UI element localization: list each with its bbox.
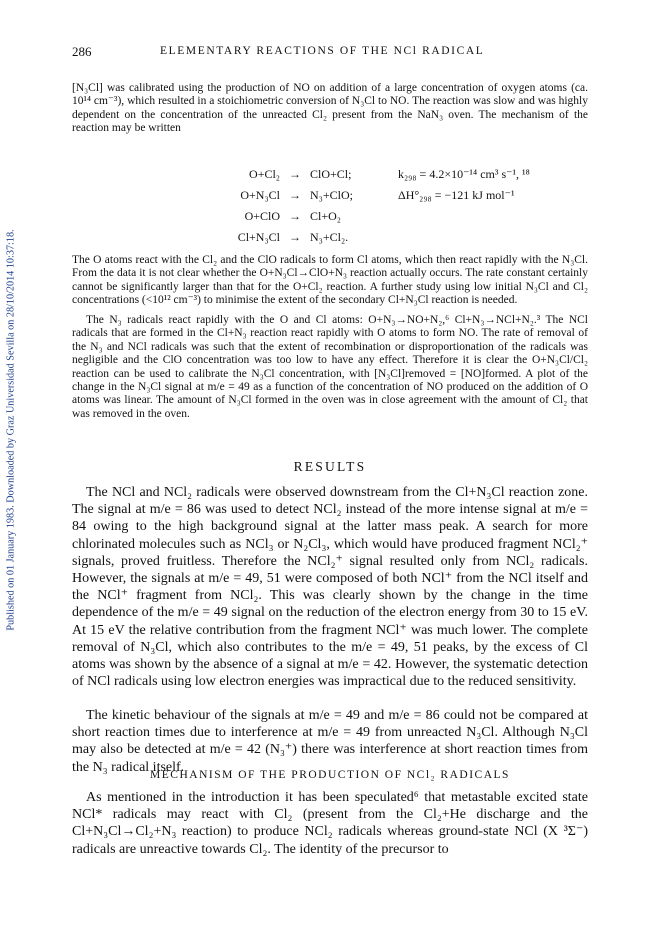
results-heading: RESULTS <box>293 459 367 474</box>
page-number: 286 <box>72 44 92 59</box>
mechanism-paragraph: As mentioned in the introduction it has been speculated⁶ that metastable excited state NCl* radicals may react with Cl₂ (present from the Cl₂+He discharge and the Cl+N₃Cl→Cl₂+N₃ reaction) to produce NCl₂ radicals whereas ground-state NCl (X ³Σ⁻) radicals are unreactive towards Cl₂. The identity of the precursor to <box>72 790 588 857</box>
arrow-icon: → <box>289 209 301 223</box>
equation-lhs: O+Cl₂ <box>249 167 280 181</box>
page-header <box>72 44 592 64</box>
equation-rhs: N₃+Cl₂. <box>310 230 349 244</box>
side-watermark <box>0 150 24 710</box>
equation-rhs: ClO+Cl; <box>310 167 352 181</box>
equation-rhs: N₃+ClO; <box>310 188 353 202</box>
equation-row <box>148 230 530 251</box>
reaction-equations <box>148 167 530 251</box>
results-paragraph-1: The NCl and NCl₂ radicals were observed downstream from the Cl+N₃Cl reaction zone. The signal at m/e = 86 was used to detect NCl₂ instead of the more intense signal at m/e = 84 owing to the high background signal at the latter mass peak. A search for more chlorinated molecules such as NCl₃ or N₂Cl₃, which would have produced fragment NCl₂⁺ signals, proved fruitless. Therefore the NCl₂⁺ signal resulted only from NCl₂ radicals. However, the signals at m/e = 49, 51 were composed of both NCl⁺ from the NCl itself and the NCl⁺ fragment from NCl₂. This was clearly shown by the change in the time dependence of the m/e = 49 signal on the reduction of the electron energy from 30 to 15 eV. At 15 eV the relative contribution from the fragment NCl⁺ was much lower. The complete removal of N₃Cl, which also contributes to the m/e = 49, 51 peaks, by the excess of Cl atoms was shown by the absence of a signal at m/e = 42. However, the systematic detection of NCl radicals using low electron energies was impractical due to the reduced sensitivity. <box>72 485 588 690</box>
arrow-icon: → <box>289 188 301 202</box>
arrow-icon: → <box>289 167 301 181</box>
mechanism-heading: MECHANISM OF THE PRODUCTION OF NCl₂ RADICALS <box>150 769 510 781</box>
rate-constant: k₂₉₈ = 4.2×10⁻¹⁴ cm³ s⁻¹, ¹⁸ <box>398 167 530 181</box>
download-note: Published on 01 January 1983. Downloaded by Graz Universidad Sevilla on 28/10/2014 10:37:18. <box>5 229 17 631</box>
running-title: ELEMENTARY REACTIONS OF THE NCl RADICAL <box>160 45 485 57</box>
equation-lhs: O+ClO <box>244 209 280 223</box>
equation-lhs: Cl+N₃Cl <box>237 230 280 244</box>
equation-lhs: O+N₃Cl <box>240 188 280 202</box>
n3-radicals-paragraph: The N₃ radicals react rapidly with the O and Cl atoms: O+N₃→NO+N₂,⁶ Cl+N₃→NCl+N₂.³ The NCl radicals that are formed in the Cl+N₃ reaction react rapidly with O atoms to form NO. The rate of removal of the N₃ and NCl radicals was such that the extent of recombination or disproportionation of the radicals was negligible and the ClO concentration was too low to have any effect. Therefore it is clear the O+N₃Cl/Cl₂ reaction can be used to calibrate the N₃Cl concentration, with [N₃Cl]removed = [NO]formed. A plot of the change in the N₃Cl signal at m/e = 49 as a function of the concentration of NO produced on the addition of O atoms was linear. The amount of N₃Cl formed in the oven was in close agreement with the amount of Cl₂ that was removed in the oven. <box>72 314 588 420</box>
equation-row <box>148 188 530 209</box>
arrow-icon: → <box>289 230 301 244</box>
equation-row <box>148 167 530 188</box>
equation-rhs: Cl+O₂ <box>310 209 341 223</box>
post-equation-paragraph: The O atoms react with the Cl₂ and the ClO radicals to form Cl atoms, which then react rapidly with the N₃Cl. From the data it is not clear whether the O+N₃Cl→ClO+N₃ reaction actually occurs. The rate constant certainly cannot be significantly larger than that for the O+Cl₂ reaction. A further study using low initial N₃Cl and Cl₂ concentrations (<10¹² cm⁻³) to minimise the extent of the secondary Cl+N₃Cl reaction is needed. <box>72 254 588 307</box>
enthalpy-value: ΔH°₂₉₈ = −121 kJ mol⁻¹ <box>398 188 515 202</box>
results-paragraph-2: The kinetic behaviour of the signals at m/e = 49 and m/e = 86 could not be compared at short reaction times due to interference at m/e = 49 from unreacted N₃Cl. Although N₃Cl may also be detected at m/e = 42 (N₃⁺) there was interference at short reaction times from the N₃ radical itself. <box>72 708 588 775</box>
equation-row <box>148 209 530 230</box>
intro-paragraph: [N₃Cl] was calibrated using the production of NO on addition of a large concentration of oxygen atoms (ca. 10¹⁴ cm⁻³), which resulted in a stoichiometric conversion of N₃Cl to NO. The reaction was slow and was highly dependent on the concentration of the unreacted Cl₂ present from the NaN₃ oven. The mechanism of the reaction may be written <box>72 82 588 135</box>
